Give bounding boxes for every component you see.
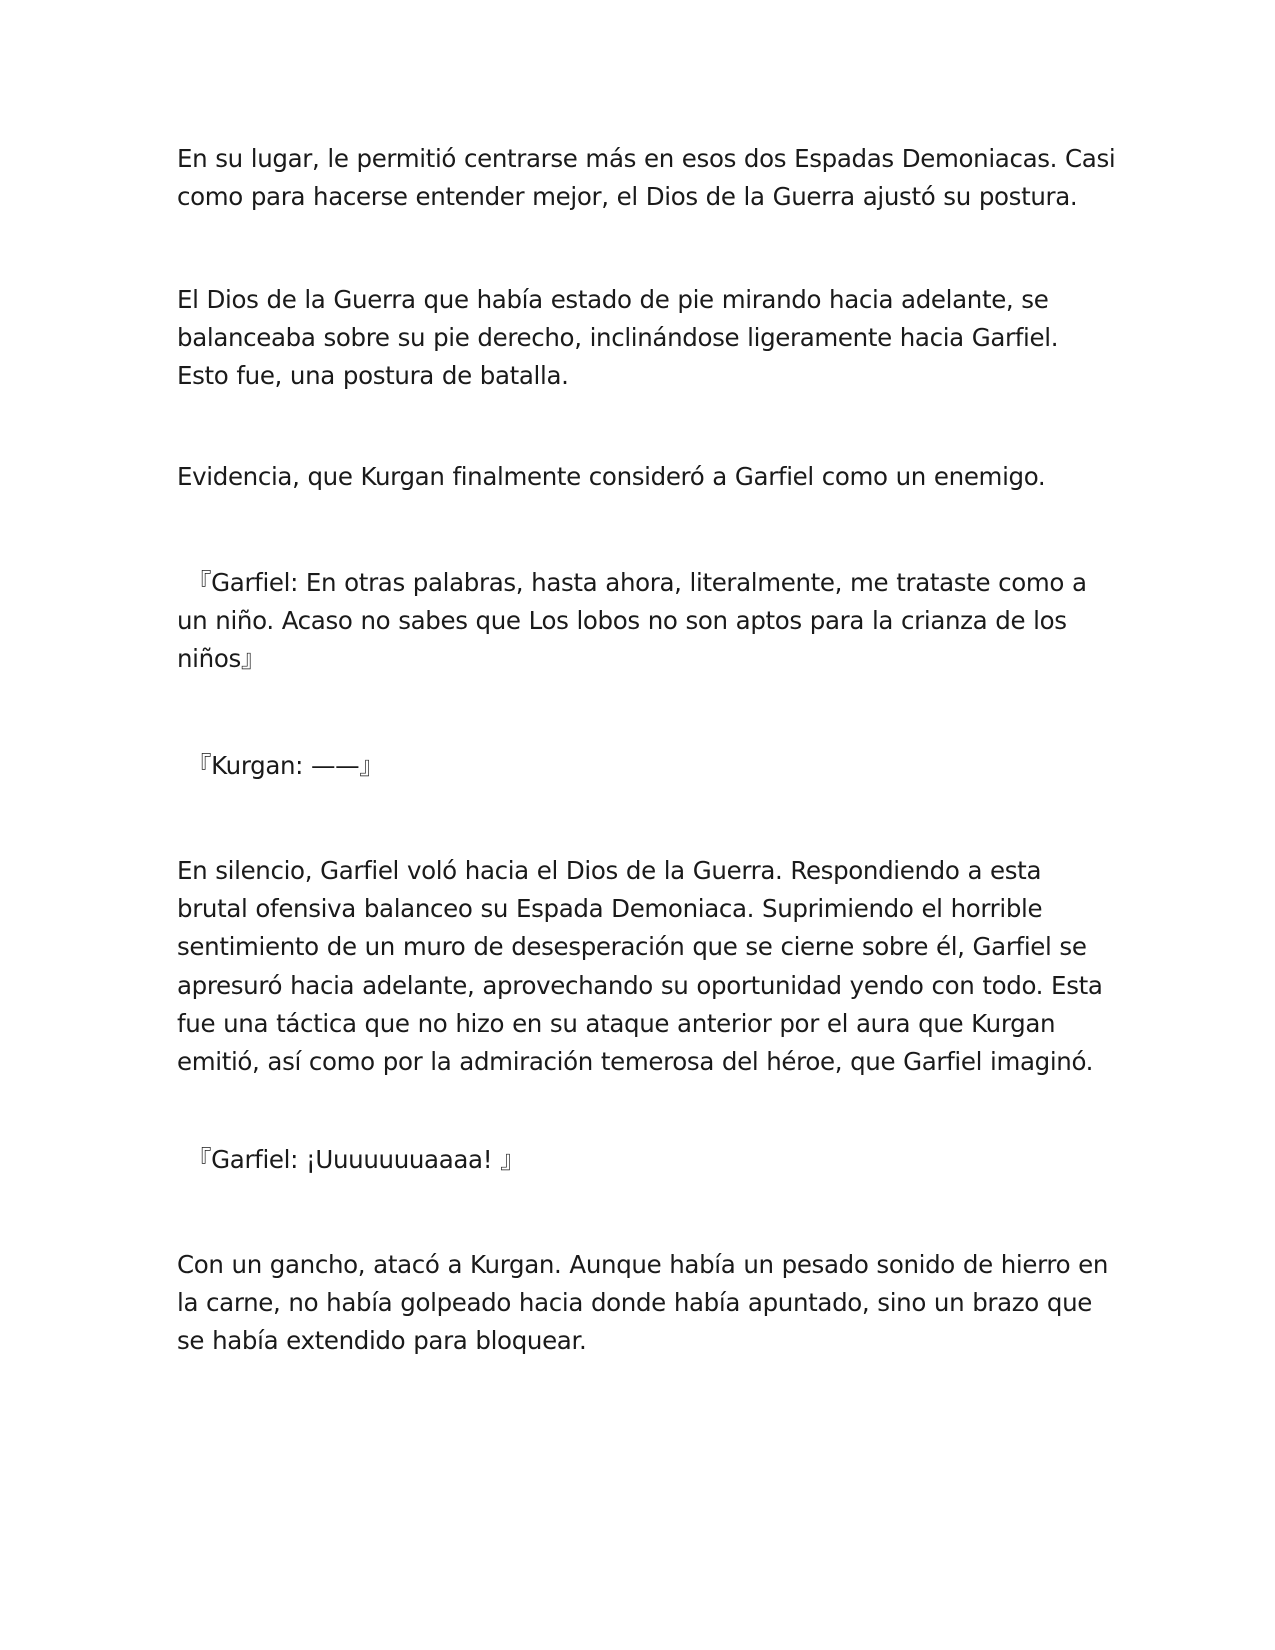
dialogue-garfiel-shout — [177, 1141, 1117, 1179]
text-line: un niño. Acaso no sabes que Los lobos no son aptos para la crianza de los — [177, 606, 1067, 636]
dialogue-garfiel-lobos — [177, 564, 1117, 679]
text-line: se había extendido para bloquear. — [177, 1326, 587, 1356]
text-line: emitió, así como por la admiración temerosa del héroe, que Garfiel imaginó. — [177, 1047, 1094, 1077]
text-line: la carne, no había golpeado hacia donde había apuntado, sino un brazo que — [177, 1288, 1092, 1318]
text-line: brutal ofensiva balanceo su Espada Demoniaca. Suprimiendo el horrible — [177, 894, 1043, 924]
text-line: 『Garfiel: En otras palabras, hasta ahora, literalmente, me trataste como a — [187, 568, 1087, 597]
text-line: 『Garfiel: ¡Uuuuuuuaaaa! 』 — [187, 1145, 525, 1174]
text-line: En silencio, Garfiel voló hacia el Dios de la Guerra. Respondiendo a esta — [177, 856, 1042, 885]
text-line: Con un gancho, atacó a Kurgan. Aunque había un pesado sonido de hierro en — [177, 1250, 1109, 1279]
paragraph-evidencia — [177, 458, 1107, 496]
text-line: fue una táctica que no hizo en su ataque anterior por el aura que Kurgan — [177, 1008, 1056, 1038]
paragraph-en-silencio — [177, 852, 1107, 1081]
text-line: El Dios de la Guerra que había estado de pie mirando hacia adelante, se — [177, 285, 1049, 314]
text-line: 『Kurgan: ——』 — [187, 751, 384, 780]
text-line: Esto fue, una postura de batalla. — [177, 361, 569, 391]
paragraph-espadas-demoniacas — [177, 140, 1116, 216]
dialogue-kurgan-silence — [177, 747, 1117, 785]
paragraph-postura-de-batalla — [177, 281, 1107, 396]
text-line: En su lugar, le permitió centrarse más en esos dos Espadas Demoniacas. Casi — [177, 144, 1116, 173]
text-line: como para hacerse entender mejor, el Dios de la Guerra ajustó su postura. — [177, 182, 1078, 212]
text-line: apresuró hacia adelante, aprovechando su oportunidad yendo con todo. Esta — [177, 970, 1103, 1000]
text-line: Evidencia, que Kurgan finalmente consideró a Garfiel como un enemigo. — [177, 462, 1046, 491]
text-line: balanceaba sobre su pie derecho, inclinándose ligeramente hacia Garfiel. — [177, 323, 1059, 353]
paragraph-con-un-gancho — [177, 1246, 1107, 1361]
text-line: niños』 — [177, 644, 266, 674]
text-line: sentimiento de un muro de desesperación que se cierne sobre él, Garfiel se — [177, 932, 1087, 962]
